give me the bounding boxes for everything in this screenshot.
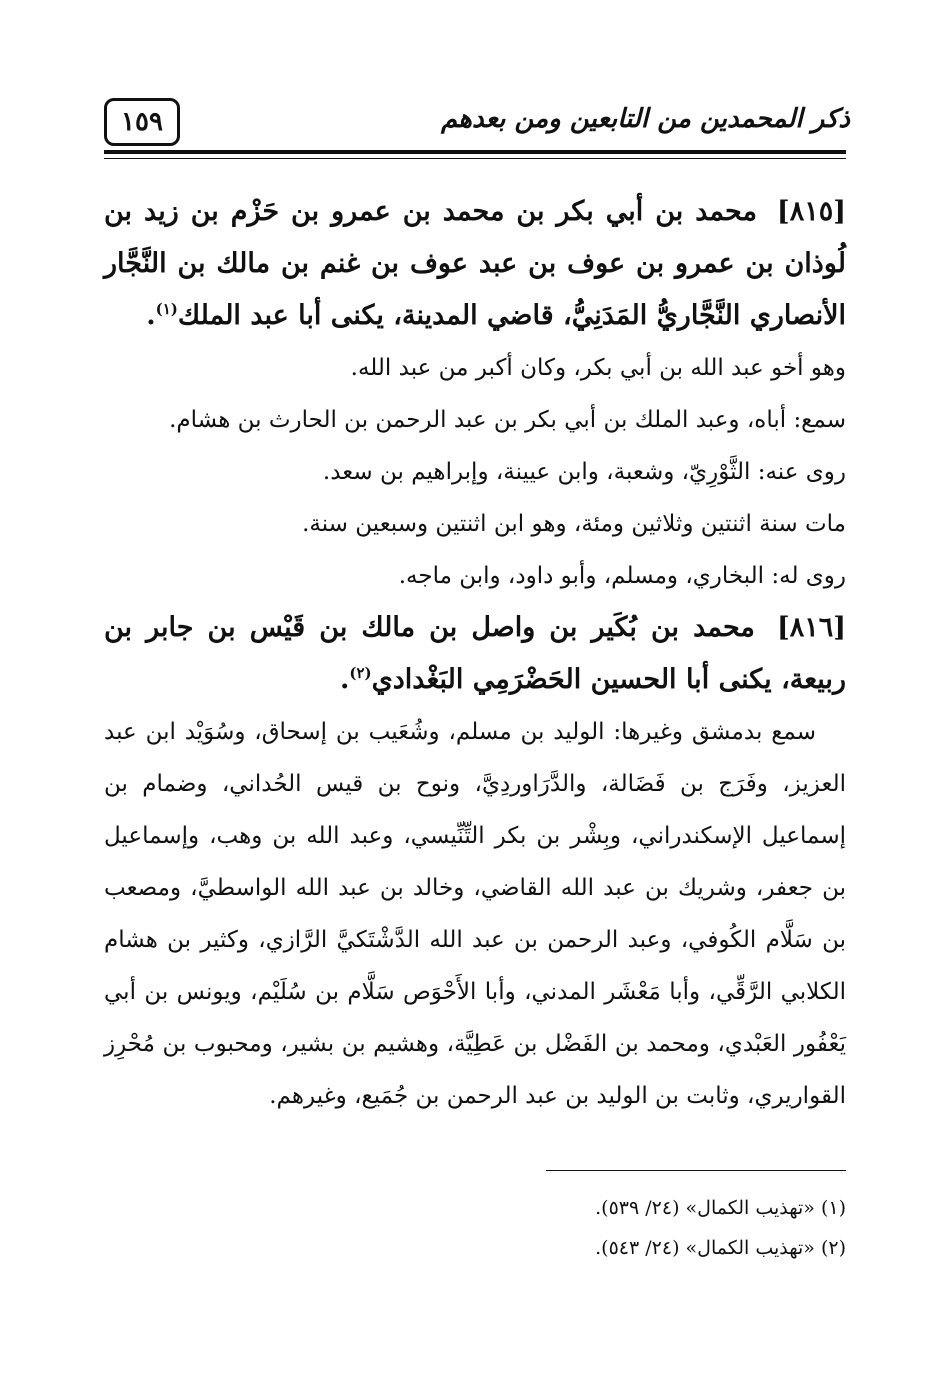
footnote-separator — [546, 1170, 846, 1171]
footnotes — [104, 1188, 846, 1268]
entry-title-end: . — [146, 300, 156, 331]
page-content — [104, 186, 846, 1122]
page-number: ١٥٩ — [121, 107, 163, 137]
footnote-reference: (٢) — [349, 664, 372, 682]
footnote: (١) «تهذيب الكمال» (٢٤/ ٥٣٩). — [595, 1197, 846, 1219]
paragraph: سمع بدمشق وغيرها: الوليد بن مسلم، وشُعَيب بن إسحاق، وسُوَيْد ابن عبد العزيز، وفَرَج بن فَضَالة، والدَّرَاوردِيَّ، ونوح بن قيس الحُداني، وضمام بن إسماعيل الإسكندراني، وبِشْر بن بكر التِّنِّيسي، وعبد الله بن وهب، وإسماعيل بن جعفر، وشريك بن عبد الله القاضي، وخالد بن عبد الله الواسطيَّ، ومصعب بن سَلَّام الكُوفي، وعبد الرحمن بن عبد الله الدَّشْتَكيَّ الرَّازي، وكثير بن هشام الكلابي الرَّقِّي، وأبا مَعْشَر المدني، وأبا الأَحْوَص سَلَّام بن سُلَيْم، ويونس بن أبي يَعْفُور العَبْدي، ومحمد بن الفَضْل بن عَطِيَّة، وهشيم بن بشير، ومحبوب بن مُحْرِز القواريري، وثابت بن الوليد بن عبد الرحمن بن جُمَيع، وغيرهم. — [104, 719, 846, 1109]
paragraph: روى له: البخاري، ومسلم، وأبو داود، وابن ماجه. — [398, 563, 846, 589]
paragraph: مات سنة اثنتين وثلاثين ومئة، وهو ابن اثنتين وسبعين سنة. — [302, 511, 846, 537]
header-rule-thick — [104, 150, 846, 154]
entry-number: [٨١٦] — [776, 612, 847, 643]
paragraph: سمع: أباه، وعبد الملك بن أبي بكر بن عبد الرحمن بن الحارث بن هشام. — [169, 407, 846, 433]
entry-heading — [104, 602, 846, 706]
entry-number: [٨١٥] — [776, 196, 846, 227]
page-number-box — [104, 98, 180, 146]
paragraph: روى عنه: الثَّوْرِيّ، وشعبة، وابن عيينة، وإبراهيم بن سعد. — [322, 459, 846, 485]
footnote: (٢) «تهذيب الكمال» (٢٤/ ٥٤٣). — [595, 1237, 846, 1259]
entry-title-text: محمد بن أبي بكر بن محمد بن عمرو بن حَزْم بن زيد بن لُوذان بن عمرو بن عوف بن عبد عوف بن غنم بن مالك بن النَّجَّار الأنصاري النَّجَّاريُّ المَدَنِيُّ، قاضي المدينة، يكنى أبا عبد الملك — [104, 196, 846, 331]
entry-heading — [104, 186, 846, 342]
paragraph: وهو أخو عبد الله بن أبي بكر، وكان أكبر من عبد الله. — [350, 355, 846, 381]
entry-title-end: . — [339, 664, 350, 695]
entry-title-text: محمد بن بُكَير بن واصل بن مالك بن قَيْس بن جابر بن ربيعة، يكنى أبا الحسين الحَضْرَمِي البَغْدادي — [104, 612, 846, 695]
running-title: ذكر المحمدين من التابعين ومن بعدهم — [441, 104, 850, 134]
footnote-reference: (١) — [155, 300, 178, 318]
header-rule-thin — [104, 158, 846, 159]
